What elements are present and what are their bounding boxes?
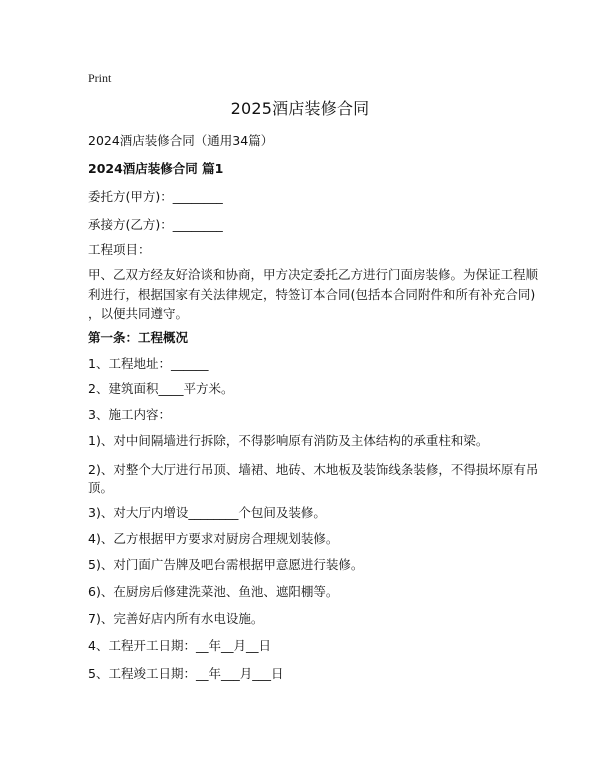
item-5: 5、工程竣工日期：__年___月___日 bbox=[88, 666, 284, 681]
sub-item-3: 3)、对大厅内增设________个包间及装修。 bbox=[88, 505, 326, 520]
sub-item-2-line-1: 2)、对整个大厅进行吊顶、墙裙、地砖、木地板及装饰线条装修，不得损坏原有吊 bbox=[88, 462, 539, 477]
sub-item-2-line-2: 顶。 bbox=[88, 480, 114, 495]
intro-paragraph-line-3: ，以便共同遵守。 bbox=[88, 306, 189, 321]
item-3: 3、施工内容： bbox=[88, 407, 171, 422]
sub-item-6: 6)、在厨房后修建洗菜池、鱼池、遮阳棚等。 bbox=[88, 584, 339, 599]
item-2: 2、建筑面积____平方米。 bbox=[88, 381, 234, 396]
project-label: 工程项目： bbox=[88, 242, 151, 257]
item-1: 1、工程地址：______ bbox=[88, 356, 209, 371]
intro-paragraph-line-2: 利进行，根据国家有关法律规定，特签订本合同(包括本合同附件和所有补充合同) bbox=[88, 287, 536, 302]
document-title: 2025酒店装修合同 bbox=[230, 99, 370, 118]
sub-item-1: 1)、对中间隔墙进行拆除，不得影响原有消防及主体结构的承重柱和梁。 bbox=[88, 433, 489, 448]
article-1-heading: 第一条：工程概况 bbox=[88, 330, 189, 345]
print-label: Print bbox=[88, 71, 112, 85]
sub-item-7: 7)、完善好店内所有水电设施。 bbox=[88, 611, 264, 626]
intro-paragraph-line-1: 甲、乙双方经友好洽谈和协商，甲方决定委托乙方进行门面房装修。为保证工程顺 bbox=[88, 267, 539, 282]
party-b-line: 承接方(乙方)：________ bbox=[88, 217, 223, 232]
item-4: 4、工程开工日期：__年__月__日 bbox=[88, 638, 271, 653]
party-a-line: 委托方(甲方)：________ bbox=[88, 189, 223, 204]
sub-item-4: 4)、乙方根据甲方要求对厨房合理规划装修。 bbox=[88, 531, 339, 546]
document-subtitle: 2024酒店装修合同（通用34篇） bbox=[88, 133, 274, 148]
sub-item-5: 5)、对门面广告牌及吧台需根据甲意愿进行装修。 bbox=[88, 557, 364, 572]
section-heading: 2024酒店装修合同 篇1 bbox=[88, 161, 224, 176]
